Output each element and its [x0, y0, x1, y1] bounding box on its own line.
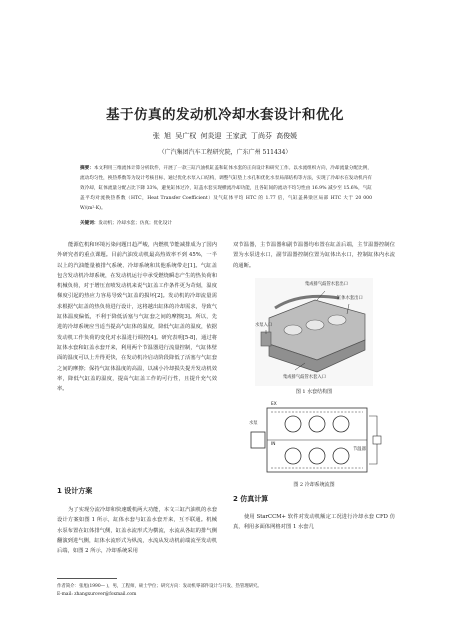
- cooling-flow-diagram: [247, 402, 383, 478]
- abstract-text: 本文利用三维流体计算分析软件，开展了一款三缸汽油机缸盖和缸体水套的正向设计和研究工作。以水流组织方向，冷却流量分配比例，流动均匀性，换热系数等为设计考核目标，通过优化水泵入口结构，调整气缸垫上水孔和优化水泵局部结构等方法，实现了冷却水在发动机内有效冷却，缸体流量分配占比下降 33%，避免缸体过冷，缸盖水套实现横流冷却功能，且各缸间的流动不均匀性由 16.9% 减少至 15.6%，气缸盖平均对流换热系数（HTC，Heat Transfer Coefficient）及气缸体平均 HTC 的 1.77 倍，气缸盖鼻梁区局部 HTC 大于 20 000 W/(m²·K)。: [80, 166, 372, 211]
- figure-2-cooling-flow: [247, 402, 383, 478]
- author-email: E-mail: zhangxurover@foxmail.com: [57, 592, 137, 597]
- section2-text: 使用 StarCCM+ 软件对发动机额定工况进行冷却水套 CFD 仿真，利用多面体网格对图 1 水套几: [233, 514, 395, 531]
- section1-text: 为了实现分流冷却和快速暖机两大功能，本文三缸汽油机的水套设计方案如图 1 所示，缸体水套与缸盖水套开来，互不联通。机械水泵布置在缸体排气侧，缸盖水流形式为横流，水流从各缸的排气侧翻演到进气侧，缸体水流形式为纵流，水流从发动机前端流至发动机后端，如图 2 所示，冷却系统采用: [57, 507, 217, 555]
- authors: 张 旭 吴广权 何炎迎 王家武 丁尚芬 高俊媛: [152, 132, 298, 140]
- figure-1-water-jacket: [255, 278, 373, 386]
- paper-title: 基于仿真的发动机冷却水套设计和优化: [106, 107, 344, 123]
- keywords-label: 关键词：: [80, 221, 99, 226]
- right-column-paragraph: [233, 240, 395, 271]
- section-heading-2: 2 仿真计算: [233, 495, 269, 503]
- abstract-label: 摘要：: [80, 166, 94, 171]
- affiliation: （广汽集团汽车工程研究院，广东广州 511434）: [158, 149, 292, 156]
- abstract: [80, 164, 372, 214]
- section-heading-1: 1 设计方案: [57, 487, 93, 495]
- author-bio: 作者简介：张旭(1990— )，男，工程师，硕士学位；研究方向：发动机零部件设计与开发、热管理研究。: [57, 584, 262, 589]
- fig2-label-thermostat: 节温器: [353, 447, 366, 452]
- footnote-divider: [57, 578, 117, 579]
- fig1-label-block-outlet: 缸体水套出口: [337, 296, 363, 301]
- fig1-label-exhaust-outlet: 集成排气歧管水套出口: [305, 282, 348, 287]
- figure-1-caption: 图 1 水套结构图: [295, 389, 333, 395]
- intro-paragraph: [57, 240, 217, 394]
- intro-text: 能源危机和环境污染问题日趋严峻，内燃机节能减排成为了国内外研究者的重点课题。目前汽油发动机最高热效率不到 45%，一半以上的汽油能量被排气系统、冷却系统和其他系统带走[1]。气缸盖包含发动机冷却系统，在发动机运行中承受燃烧瞬态产生的热负荷和机械负荷，对于增压直喷发动机来说气缸盖工作条件更为苛刻，温度梯度引起的热应力容易导致气缸盖的损坏[2]。发动机的冷却流量需求根据气缸盖的热负荷进行设计，这将越出缸体的冷却需求，导致气缸体温度偏低，不利于降低活塞与气缸套之间的摩擦[3]。所以，先进的冷却系统应当适当提高气缸体的温度，降低气缸盖的温度，依据发动机工作负荷的变化对水温进行调控[4]。研究表明[5-8]，通过将缸体水套和缸盖水套开来，利用两个节温器进行流量控制，气缸体壁面的温度可以上升得更快，在发动机冷启动阶段降低了活塞与气缸套之间的摩擦；保持气缸体温度的高温，以减小冷却损失提升发动机效率，降低气缸盖的温度，提高气缸盖工作的可行性，且提升充气效率。: [57, 242, 217, 393]
- section2-paragraph: [233, 512, 395, 533]
- fig1-label-pump-inlet: 水泵入口: [255, 323, 273, 328]
- figure-2-caption: 图 2 冷却系统流图: [293, 482, 335, 488]
- fig2-label-pump: 水泵: [249, 421, 258, 426]
- keywords-text: 发动机；冷却水套；仿真；优化设计: [98, 221, 172, 226]
- section1-paragraph: [57, 505, 217, 556]
- fig1-label-exhaust-inlet: 集成排气歧管水套入口: [283, 375, 326, 380]
- keywords: [80, 220, 372, 226]
- footnote: [57, 583, 397, 599]
- fig2-label-ex: EX: [271, 402, 277, 407]
- fig2-label-in: IN: [271, 442, 276, 447]
- right-intro-text: 双节温器，主节温器和副节温器均布置在缸盖后端，主节温器控制位置为水泵进水口，副节温器控制位置为缸体出水口，控制缸体内水流的通断。: [233, 242, 395, 269]
